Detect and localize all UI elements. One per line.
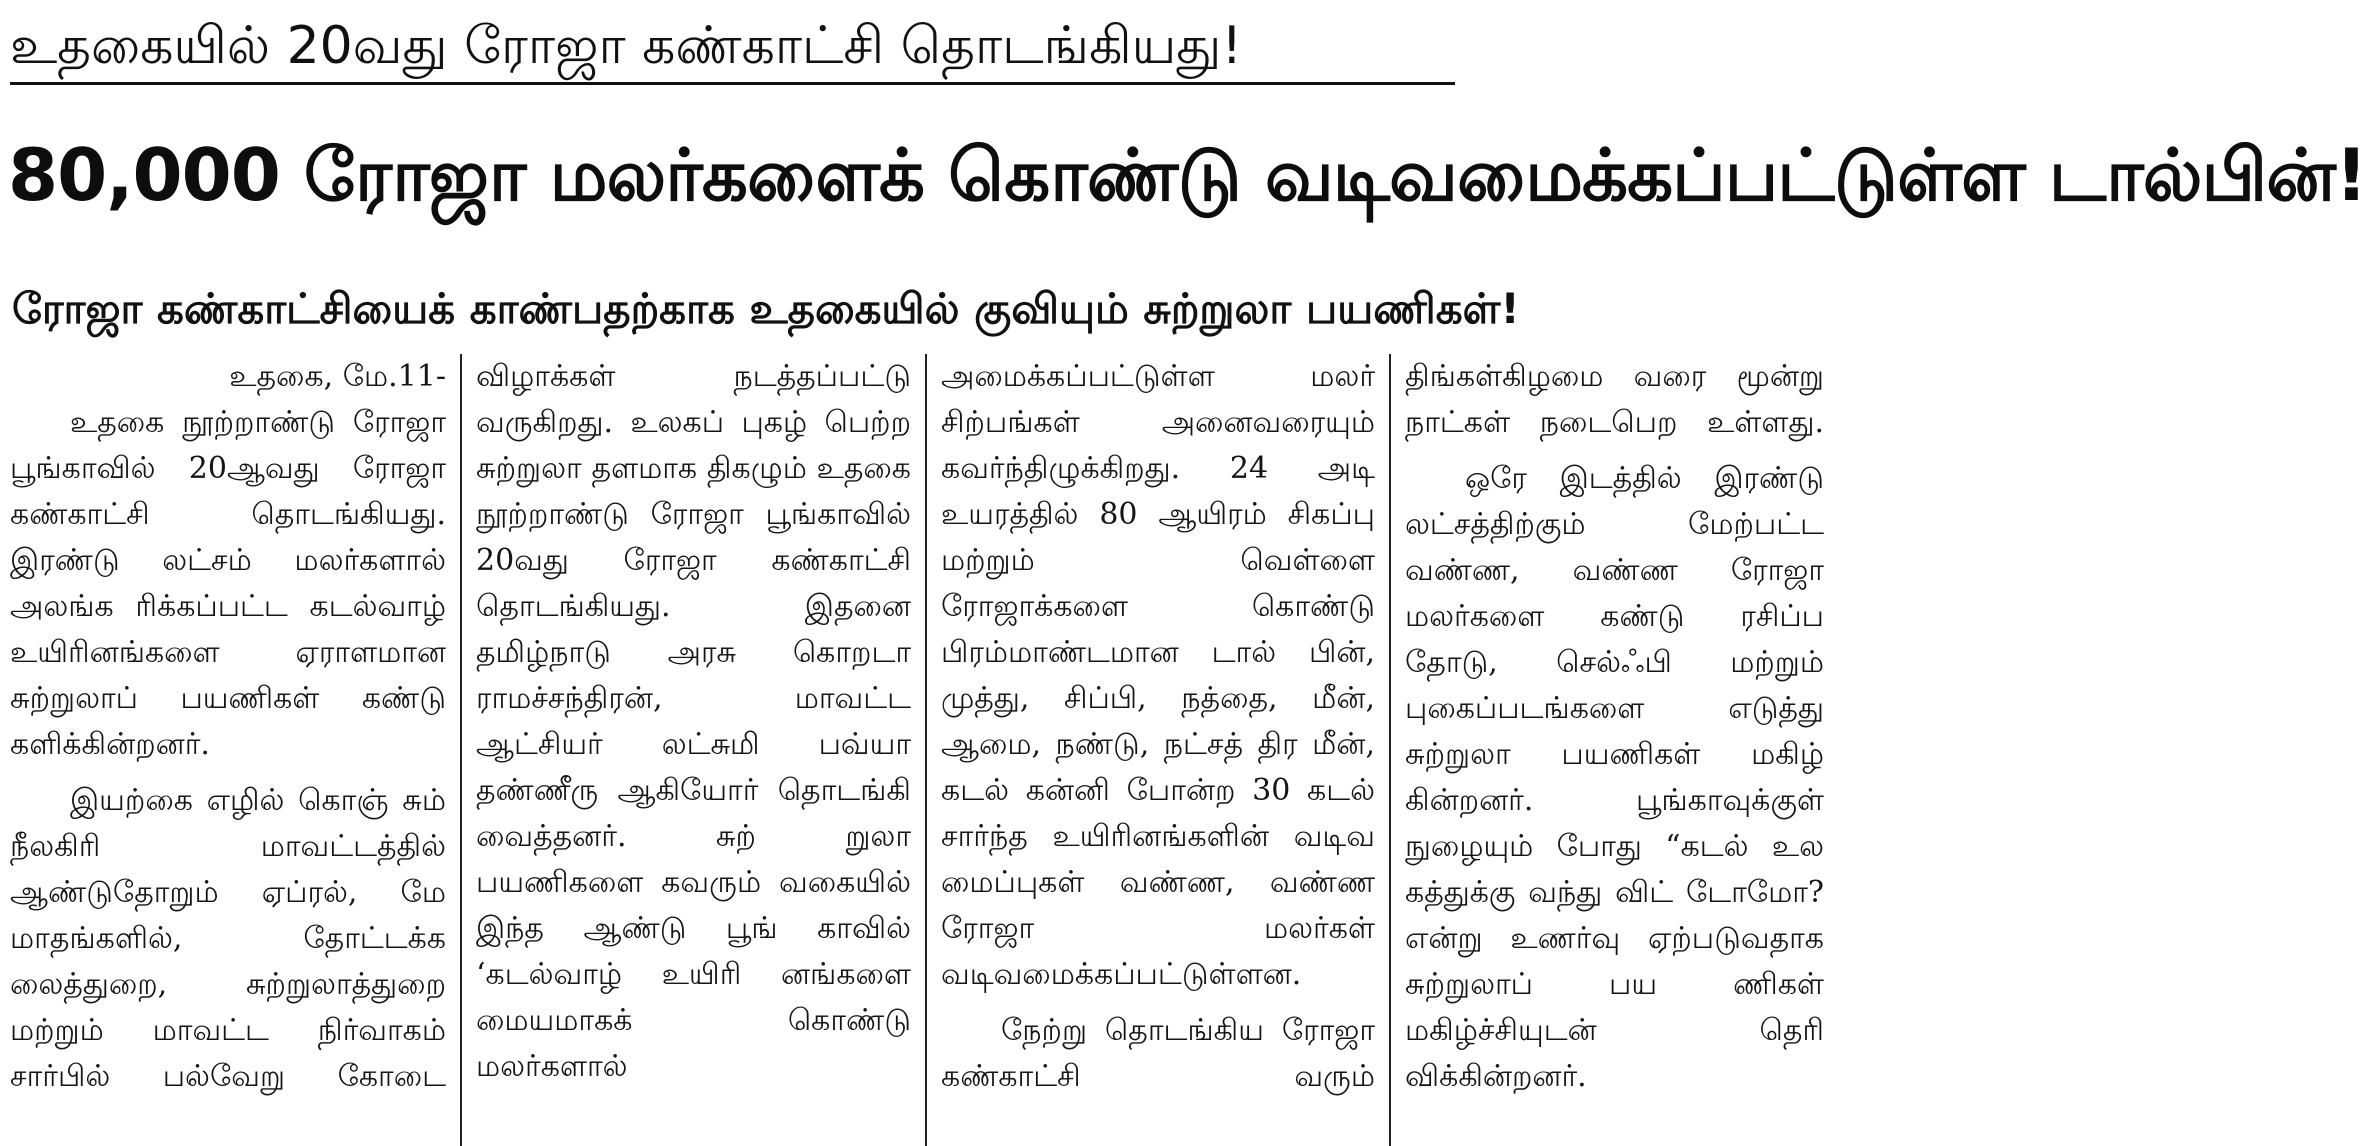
- article-column-3: [925, 354, 1389, 1146]
- article-body: [8, 354, 1838, 1146]
- paragraph: நேற்று தொடங்கிய ரோஜா கண்காட்சி வரும்: [941, 1013, 1375, 1094]
- article-column-2: [460, 354, 925, 1146]
- sub-headline: ரோஜா கண்காட்சியைக் காண்பதற்காக உதகையில் குவியும் சுற்றுலா பயணிகள்!: [12, 284, 1520, 333]
- article-column-1: [8, 354, 460, 1146]
- paragraph: உதகை நூற்றாண்டு ரோஜா பூங்காவில் 20ஆவது ரோஜா கண்காட்சி தொடங்கியது. இரண்டு லட்சம் மலர்களால் அலங்க ரிக்கப்பட்ட கடல்வாழ் உயிரினங்களை ஏராளமான சுற்றுலாப் பயணிகள் கண்டு களிக்கின்றனர்.: [10, 405, 446, 762]
- paragraph: அமைக்கப்பட்டுள்ள மலர் சிற்பங்கள் அனைவரையும் கவர்ந்திழுக்கிறது. 24 அடி உயரத்தில் 80 ஆயிரம் சிகப்பு மற்றும் வெள்ளை ரோஜாக்களை கொண்டு பிரம்மாண்டமான டால் பின், முத்து, சிப்பி, நத்தை, மீன், ஆமை, நண்டு, நட்சத் திர மீன், கடல் கன்னி போன்ற 30 கடல் சார்ந்த உயிரினங்களின் வடிவ மைப்புகள் வண்ண, வண்ண ரோஜா மலர்கள் வடிவமைக்கப்பட்டுள்ளன.: [941, 359, 1375, 992]
- paragraph: இயற்கை எழில் கொஞ் சும் நீலகிரி மாவட்டத்தில் ஆண்டுதோறும் ஏப்ரல், மே மாதங்களில், தோட்டக்க லைத்துறை, சுற்றுலாத்துறை மற்றும் மாவட்ட நிர்வாகம் சார்பில் பல்வேறு கோடை: [10, 783, 446, 1094]
- kicker-underline: [10, 82, 1455, 85]
- kicker-headline: உதகையில் 20வது ரோஜா கண்காட்சி தொடங்கியது!: [10, 16, 1243, 76]
- paragraph: ஒரே இடத்தில் இரண்டு லட்சத்திற்கும் மேற்பட்ட வண்ண, வண்ண ரோஜா மலர்களை கண்டு ரசிப்ப தோடு, செல்ஃபி மற்றும் புகைப்படங்களை எடுத்து சுற்றுலா பயணிகள் மகிழ் கின்றனர். பூங்காவுக்குள் நுழையும் போது “கடல் உல கத்துக்கு வந்து விட் டோமோ? என்று உணர்வு ஏற்படுவதாக சுற்றுலாப் பய ணிகள் மகிழ்ச்சியுடன் தெரி விக்கின்றனர்.: [1405, 461, 1824, 1094]
- article-column-4: [1389, 354, 1838, 1146]
- paragraph: விழாக்கள் நடத்தப்பட்டு வருகிறது. உலகப் புகழ் பெற்ற சுற்றுலா தளமாக திகழும் உதகை நூற்றாண்டு ரோஜா பூங்காவில் 20வது ரோஜா கண்காட்சி தொடங்கியது. இதனை தமிழ்நாடு அரசு கொறடா ராமச்சந்திரன், மாவட்ட ஆட்சியர் லட்சுமி பவ்யா தண்ணீரு ஆகியோர் தொடங்கி வைத்தனர். சுற் றுலா பயணிகளை கவரும் வகையில் இந்த ஆண்டு பூங் காவில் ‘கடல்வாழ் உயிரி னங்களை மையமாகக் கொண்டு மலர்களால்: [476, 359, 911, 1084]
- main-headline: 80,000 ரோஜா மலர்களைக் கொண்டு வடிவமைக்கப்பட்டுள்ள டால்பின்!: [8, 133, 2367, 217]
- paragraph: திங்கள்கிழமை வரை மூன்று நாட்கள் நடைபெற உள்ளது.: [1405, 359, 1824, 440]
- dateline: உதகை, மே.11-: [229, 359, 446, 394]
